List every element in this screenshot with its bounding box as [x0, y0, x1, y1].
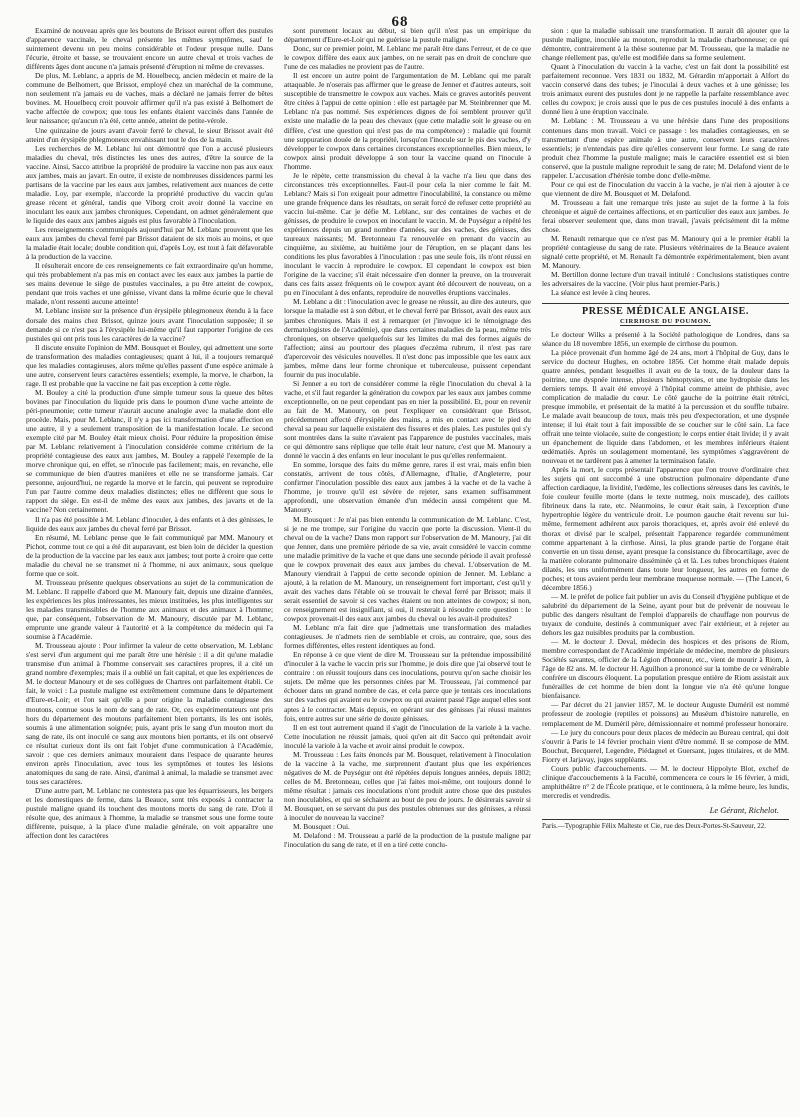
paragraph: Je le répète, cette transmission du cheval à la vache n'a lieu que dans des circonstances très exceptionnelles. Faut-il pour cela la nier comme le fait M. Leblanc? Mais si l'on exigeait pour admettre l'inoculabilité, la constance ou même une grande fréquence dans les résultats, on serait forcé de refuser cette propriété au vaccin lui-même. Car je défie M. Leblanc, sur des centaines de vaches et de génisses, de produire le cowpox en inoculant le vaccin. M. de Puységur a répété les expériences depuis un grand nombre d'années, sur des vaches, des génisses, des taureaux naissants; M. Bretonneau l'a renouvelée en prenant du vaccin au cinquième, au sixième, au huitième jour de l'éruption, en se plaçant dans les conditions les plus favorables à l'inoculation : pas une seule fois, ils n'ont réussi en inoculant le vaccin à reproduire le cowpox. El cependant le cowpox est bien l'origine de la vaccine; s'il était nécessaire d'en donner la preuve, on la trouverait dans ces faits assez fréquents où le cowpox ayant été découvert de nouveau, on a pu en l'inoculant à des enfants, reproduire de nouvelles éruptions vaccinales.	[284, 170, 531, 298]
paragraph: M. Trousseau ajoute : Pour infirmer la valeur de cette observation, M. Leblanc s'est servi d'un argument qui me paraît être une hérésie : il a dit qu'une maladie transmise d'un animal à l'homme conservait ses caractères propres, il a cité un grand nombre d'exemples; mais il a oublié un fait capital, et que les expériences de M. le docteur Manoury et de ses collègues de Chartres ont parfaitement établi. Ce fait, le voici : La pustule maligne est extrêmement commune dans le département d'Eure-et-Loir; et l'on sait qu'elle a pour origine la maladie contagieuse des moutons, connue sous le nom de sang de rate. Or, ces expérimentateurs ont pris hors du département des moutons parfaitement bien portants, ils les ont isolés, soumis à une alimentation soignée; puis, ayant pris le sang d'un mouton mort du sang de rate, ils ont inoculé ce sang aux moutons bien portants, et ils ont observé ce résultat curieux dont ils ont fait l'objet d'une communication à l'Académie, savoir : que ces derniers animaux mouraient dans l'espace de quarante heures environ après l'inoculation, avec tous les symptômes et toutes les lésions anatomiques du sang de rate. Ainsi, d'animal à animal, la maladie se transmet avec tous ses caractères.	[26, 641, 273, 786]
paragraph: M. Bousquet : Oui.	[293, 822, 350, 832]
paragraph: sont purement locaux au début, si bien qu'il n'est pas un empirique du département d'Eure-et-Loir qui ne guérisse la pustule maligne.	[284, 26, 531, 45]
column-right	[542, 26, 789, 1096]
paragraph: M. Trousseau présente quelques observations au sujet de la communication de M. Leblanc. Il rappelle d'abord que M. Manoury fait, depuis une dizaine d'années, les expériences les plus intéressantes, les mieux instituées, les plus intelligentes sur les maladies transmissibles de l'homme aux animaux et des animaux à l'homme; que, par conséquent, l'observation de M. Manoury, discutée par M. Leblanc, emprunte une grande valeur à l'autorité et à la compétence du médecin qui l'a soumise à l'Académie.	[26, 577, 273, 642]
paragraph: Si Jenner a eu tort de considérer comme la règle l'inoculation du cheval à la vache, et s'il faut regarder la génération du cowpox par les eaux aux jambes comme exceptionnelle, on ne peut cependant pas en nier la possibilité. Et, pour en revenir au fait de M. Manoury, on peut l'expliquer en considérant que Brissot, précédemment affecté d'érysipèle des mains, a mis en contact avec le pied du cheval sa peau sur laquelle existaient des fissures et des plaies. Les pustules qui s'y sont montrées dans la suite n'avaient pas l'apparence de pustules vaccinales, mais ce qui démontre sans réplique que telle était leur nature, c'est que M. Manoury a donné le vaccin à des enfants en leur inoculant le pus qu'elles renfermaient.	[284, 378, 531, 461]
paragraph: sion : que la maladie subissait une transformation. Il aurait dû ajouter que la pustule maligne, inoculée au mouton, reproduit la maladie charbonneuse; ce qui démontre, contrairement à la thèse soutenue par M. Trousseau, que la maladie ne change réellement pas, qu'elle est modifiée dans sa forme seulement.	[542, 26, 789, 63]
paragraph: De plus, M. Leblanc, a appris de M. Houelbecq, ancien médecin et maire de la commune de Belhomert, que Brissot, employé chez un maréchal de la commune, non seulement n'a jamais eu de vaches, mais a déclaré ne jamais ferrer de bêtes bovines. M. Houelbecq croit pouvoir affirmer qu'il n'a pas existé à Belhomert de vache affectée de cowpox; que tous les enfants étaient vaccinés dans l'année de leur naissance; qu'aucun n'a été, cette année, atteint de petite-vérole.	[26, 71, 273, 126]
paragraph: M. Trousseau : Les faits énoncés par M. Bousquet, relativement à l'inoculation de la vaccine à la vache, me surprennent d'autant plus que les expériences négatives de M. de Puységur ont été répétées depuis longues années, depuis 1802; celles de M. Bretonneau, celles que j'ai faites moi-même, ont toujours donné le même résultat : jamais ces inoculations n'ont produit autre chose que des pustules non inoculables, et qui se séchaient au bout de peu de jours. Je désirerais savoir si M. Bousquet, en se servant du pus des pustules obtenues sur des génisses, a réussi à inoculer de nouveau la vaccine?	[284, 749, 531, 823]
paragraph: Il discute ensuite l'opinion de MM. Bousquet et Bouley, qui admettent une sorte de transformation des maladies contagieuses; quant à lui, il a toujours remarqué que les maladies contagieuses, alors même qu'elles passent d'une espèce animale à une autre, conservent leurs caractères essentiels; exemple, la morve, le charbon, la rage. Il est probable que la vaccine ne fait pas exception à cette règle.	[26, 342, 273, 388]
paragraph: M. Trousseau a fait une remarque très juste au sujet de la forme à la fois chronique et aiguë de certaines affections, et en particulier des eaux aux jambes. Je ferai observer seulement que, dans mon travail, j'avais précisément dit la même chose.	[542, 197, 789, 235]
paragraph: M. Leblanc : M. Trousseau a vu une hérésie dans l'une des propositions contenues dans mon travail. Voici ce passage : les maladies contagieuses, en se transmettant d'une espèce animale à une autre, conservent leurs caractères essentiels; je n'entendais pas dire qu'elles conservent leur forme. Le sang de rate produit chez l'homme la pustule maligne; mais le caractère essentiel est si bien conservé, que la pustule maligne reproduit le sang de rate; M. Delafond vient de le rappeler. L'accusation d'hérésie tombe donc d'elle-même.	[542, 116, 789, 180]
paragraph: Il en est tout autrement quand il s'agit de l'inoculation de la variole à la vache. Cette inoculation ne réussit jamais, quoi qu'en ait dit Sacco qui prétendait avoir inoculé la variole à la vache et avoir ainsi produit le cowpox.	[284, 722, 531, 750]
columns-container	[26, 26, 789, 1096]
paragraph: M. Delafond : M. Trousseau a parlé de la production de la pustule maligne par l'inoculation du sang de rate, et il en a tiré cette conclu-	[284, 831, 531, 850]
paragraph: Pour ce qui est de l'inoculation du vaccin à la vache, je n'ai rien à ajouter à ce que viennent de dire M. Bousquet et M. Delafond.	[542, 179, 789, 198]
paragraph: Quant à l'inoculation du vaccin à la vache, c'est un fait dont la possibilité est parfaitement reconnue. Vers 1831 ou 1832, M. Gérardin m'apportait à Alfort du vaccin conservé dans des tubes; je l'inoculai à deux vaches et à une génisse; les trois animaux eurent des pustules dont je ne rappelle la parfaite ressemblance avec celles du cowpox; je crois aussi que le pus de ces pustules inoculé à des enfants a donné lieu à une éruption vaccinale.	[542, 62, 789, 117]
paragraph: Le docteur Wilks a présenté à la Société pathologique de Londres, dans sa séance du 18 novembre 1856, un exemple de cirrhose du poumon.	[542, 329, 789, 348]
paragraph: Les recherches de M. Leblanc lui ont démontré que l'on a accusé plusieurs maladies du cheval, très distinctes les unes des autres, d'être la source de la vaccine. Ainsi, Sacco attribue la propriété de produire la vaccine non pas aux eaux aux jambes, mais au javart. En outre, il existe de nombreuses dissidences parmi les partisans de la vaccine par les eaux aux jambes, relativement aux nuances de cette maladie. Loy, par exemple, n'accorde la propriété productive du vaccin qu'au grease récent et général, tandis que Viborg croit avoir donné la vaccine en inoculant les eaux aux jambes chroniques. Cependant, on admet généralement que le liquide des eaux aux jambes aigués est plus favorable à l'inoculation.	[26, 143, 273, 225]
paragraph: D'une autre part, M. Leblanc ne contestera pas que les équarrisseurs, les bergers et les domestiques de ferme, dans la Beauce, sont très exposés à contracter la pustule maligne quand ils touchent des moutons morts du sang de rate. D'où il résulte que, des animaux à l'homme, la maladie se transmet sous une forme toute différente, puisque, à la place d'une maladie générale, on voit apparaître une affection dont les caractères	[26, 785, 273, 841]
paragraph: En résumé, M. Leblanc pense que le fait communiqué par MM. Manoury et Pichot, comme tout ce qui a été dit auparavant, est bien loin de décider la question de la production de la vaccine par les eaux aux jambes; tout porte à croire que cette maladie du cheval ne se transmet ni à l'homme, ni aux animaux, sous quelque forme que ce soit.	[26, 532, 273, 578]
paragraph: Les renseignements communiqués aujourd'hui par M. Leblanc prouvent que les eaux aux jambes du cheval ferré par Brissot dataient de six mois au moins, et que la maladie était locale; double condition qui, d'après Loy, est tout à fait défavorable à la production de la vaccine.	[26, 225, 273, 262]
paragraph: M. Renault remarque que ce n'est pas M. Manoury qui a le premier établi la propriété contagieuse du sang de rate. Plusieurs vétérinaires de la Beauce avaient signalé cette propriété, et M. Renault l'a démontrée expérimentalement, bien avant M. Manoury.	[542, 234, 789, 271]
page-number: 68	[391, 14, 409, 30]
paragraph: Il résulterait encore de ces renseignements ce fait extraordinaire qu'un homme, qui très probablement n'a pas mis en contact avec les eaux aux jambes la partie de ses mains devenue le siège de pustules vaccinales, a pu être atteint de cowpox, pendant que trois vaches et une génisse, vivant dans la même écurie que le cheval malade, n'ont ressenti aucune atteinte!	[26, 261, 273, 307]
paragraph: M. Bouley a cité la production d'une simple tumeur sous la queue des bêtes bovines par l'inoculation du liquide pris dans le poumon d'une vache atteinte de péri-pneumonie; cette tumeur n'aurait aucune analogie avec la maladie dont elle procède. Mais, pour M. Leblanc, il n'y a pas ici transformation d'une affection en une autre, il y a seulement transposition de la manifestation locale. Le second exemple cité par M. Bouley était mieux choisi. Pour réduire la proposition émise par M. Leblanc relativement à l'inoculation considérée comme critérium de la propriété contagieuse des eaux aux jambes, M. Bouley a rappelé l'exemple de la morve chronique qui, en effet, se n'inocule pas facilement; mais, en revanche, elle se communique de bien d'autres manières et elle ne se transforme jamais. Car personne, aujourd'hui, ne regarde la morve et le farcin, qui peuvent se reproduire l'un par l'autre comme deux maladies distinctes; elles ne diffèrent que sous le rapport du siège. En est-il de même des eaux aux jambes, des javarts et de la vaccine? Non certainement.	[26, 387, 273, 515]
section-heading: PRESSE MÉDICALE ANGLAISE.	[542, 303, 789, 316]
paragraph: — Le jury du concours pour deux places de médecin au Bureau central, qui doit s'ouvrir à Paris le 14 février prochain vient d'être nommé. Il se compose de MM. Bouchut, Becquerel, Legendre, Piédagnel et Guersant, juges titulaires, et de MM. Fiorry et Jarjavay, juges suppléants.	[542, 727, 789, 764]
paragraph: La pièce provenait d'un homme âgé de 24 ans, mort à l'hôpital de Guy, dans le service du docteur Hughes, en octobre 1856. Cet homme était malade depuis quatre années, pendant lesquelles il avait eu de la toux, de la douleur dans la poitrine, une dyspnée intense, plusieurs hémoptysies, et une hydropisie dans les derniers temps. Il avait été envoyé à l'hôpital comme atteint de phthisie, avec complication de maladie du cœur. Le côté gauche de la poitrine était rétréci, presque immobile, et présentait de la matité à la percussion et du souffle tubaire. Le malade avait beaucoup de toux, mais très peu d'expectoration, et une dyspnée intense; il lui était tout à fait impossible de se coucher sur le côté sain. La face offrait une teinte violacée, suite de congestion; le corps entier était livide; il y avait un épanchement de liquide dans l'abdomen, et les membres inférieurs étaient œdématiés. Après un soulagement momentané, les symptômes s'aggravèrent de nouveau et ne tardèrent pas à amener la terminaison fatale.	[542, 347, 789, 466]
column-left	[26, 26, 273, 1096]
paragraph: — Par décret du 21 janvier 1857, M. le docteur Auguste Duméril est nommé professeur de zoologie (reptiles et poissons) au Muséum d'histoire naturelle, en remplacement de M. Duméril père, démissionnaire et nommé professeur honoraire.	[542, 700, 789, 728]
paragraph: En somme, lorsque des faits du même genre, rares il est vrai, mais enfin bien constatés, arrivent de tous côtés, d'Allemagne, d'Italie, d'Angleterre, pour confirmer l'inoculation possible des eaux aux jambes à la vache et de la vache à l'homme, je trouve qu'il est sévère de rejeter, sans examen suffisamment approfondi, une observation émanée d'un médecin aussi compétent que M. Manoury.	[284, 460, 531, 515]
paragraph: Il n'a pas été possible à M. Leblanc d'inoculer, à des enfants et à des génisses, le liquide des eaux aux jambes du cheval ferré par Brissot.	[26, 514, 273, 533]
section-subheading	[542, 317, 789, 326]
paragraph: M. Bertillon donne lecture d'un travail intitulé : Conclusions statistiques contre les adversaires de la vaccine. (Voir plus haut premier-Paris.)	[542, 270, 789, 289]
column-middle	[284, 26, 531, 1096]
paragraph: Donc, sur ce premier point, M. Leblanc me paraît être dans l'erreur, et de ce que le cowpox diffère des eaux aux jambes, on ne serait pas en droit de conclure que l'une de ces maladies ne provient pas de l'autre.	[284, 44, 531, 72]
paragraph: M. Leblanc m'a fait dire que j'admettais une transformation des maladies contagieuses. Je n'admets rien de semblable et crois, au contraire, que, sous des formes différentes, elles restent identiques au fond.	[284, 623, 531, 651]
paragraph: — M. le docteur J. Deval, médecin des hospices et des prisons de Riom, membre correspondant de l'Académie impériale de médecine, membre de plusieurs Sociétés savantes, officier de la Légion d'honneur, etc., vient de mourir à Riom, à l'âge de 82 ans. M. le docteur H. Aguilhon a prononcé sur la tombe de ce vénérable confrère un discours éloquent. La population presque entière de Riom assistait aux funérailles de cet homme de bien dont la longue vie n'a été qu'une longue bienfaisance.	[542, 637, 789, 701]
paragraph: Examiné de nouveau après que les boutons de Brissot eurent offert des pustules d'apparence vaccinale, le cheval présente les mêmes symptômes, sauf le suintement devenu un peu moins considérable et l'odeur presque nulle. Dans l'écurie, étroite et basse, se trouvaient encore un autre cheval et trois vaches de différents âges dont aucune n'a jamais présenté d'éruption ni même de crevasses.	[26, 26, 273, 72]
paragraph: En réponse à ce que vient de dire M. Trousseau sur la prétendue impossibilité d'inoculer à la vache le vaccin pris sur l'homme, je dois dire que j'ai observé tout le contraire : on réussit toujours dans ces inoculations, pourvu qu'on sache choisir les sujets. De même que les personnes citées par M. Trousseau, j'ai commencé par échouer dans un grand nombre de cas, et cela parce que je tentais ces inoculations sur des vaches qui avaient eu le cowpox ou qui avaient passé l'âge auquel elles sont aptes à le contracter. Mais depuis, en opérant sur des génisses j'ai réussi maintes fois, entre autres sur une série de douze génisses.	[284, 650, 531, 723]
paragraph: M. Leblanc a dit : l'inoculation avec le grease ne réussit, au dire des auteurs, que lorsque la maladie est à son début, et le cheval ferré par Brissot, avait des eaux aux jambes chroniques. Mais il est à remarquer (et j'invoque ici le témoignage des dermatologistes de l'Académie), que dans certaines maladies de la peau, même très chroniques, on observe quelquefois sur les limites du mal des formes aiguës de l'affection; ainsi au pourtour des plaques d'eczéma rubrum, il n'est pas rare d'apercevoir des vésicules nouvelles. Il n'est donc pas impossible que les eaux aux jambes, même dans leur forme chronique et tuberculeuse, puissent cependant fournir du pus inoculable.	[284, 297, 531, 379]
paragraph: Après la mort, le corps présentait l'apparence que l'on trouve d'ordinaire chez les sujets qui ont succombé à une obstruction pulmonaire dépendante d'une affection cardiaque, la lividité, l'œdème, les collections séreuses dans les cavités, le foie couleur feuille morte (dans le texte nutmeg, noix muscade), des caillots fibrineux dans la rate, etc. Néanmoins, le cœur était sain, à l'exception d'une hypertrophie légère du ventricule droit. Le poumon gauche était revenu sur lui-même, fermement adhérent aux parois thoraciques, et, après avoir été enlevé du thorax et divisé par le scalpel, présentait l'apparence regardée communément comme appartenant à la cirrhose. Ainsi, la plus grande partie de l'organe était convertie en un tissu dense, ayant presque la consistance du fibrocartilage, avec de la matière colorante pulmonaire disséminée çà et là. Les tubes bronchiques étaient dilatés, les uns uniformément dans toute leur longueur, les autres en forme de poches; et tous avaient perdu leur membrane muqueuse normale. — (The Lancet, 6 décembre 1856.)	[542, 465, 789, 592]
paragraph: Cours public d'accouchements. — M. le docteur Hippolyte Blot, exchef de clinique d'accouchements à la Faculté, commencera ce cours le 16 février, à midi, amphithéâtre n° 2 de l'École pratique, et le continuera, à la même heure, les lundis, mercredis et vendredis.	[542, 763, 789, 800]
paragraph: M. Leblanc insiste sur la présence d'un érysipèle phlegmoneux étendu à la face dorsale des mains chez Brissot, quinze jours avant l'inoculation supposée; il se demande si ce n'est pas à l'érysipèle lui-même qu'il faut rapporter l'origine de ces pustules qui ont pris tous les caractères de la vaccine?	[26, 306, 273, 343]
paragraph: Il est encore un autre point de l'argumentation de M. Leblanc qui me paraît attaquable. Je n'oserais pas affirmer que le grease de Jenner et d'autres auteurs, soit susceptible de transmettre le cowpox aux vaches. Mais ce graves autorités peuvent être citées à l'appui de cette opinion : elle est partagée par M. Steinbrenner que M. Leblanc n'a pas nommé. Ses expériences dignes de foi semblent prouver qu'il existe une maladie de la peau des chevaux (que cette maladie soit le grease ou en diffère, c'est une question qui n'est pas de ma compétence) : maladie qui fournit une suppuration douée de la propriété, lorsqu'on l'inocule sur le pis des vaches, d'y développer le cowpox dans certaines circonstances exceptionnelles. Bien mieux, le cowpox ainsi produit développe à son tour la vaccine quand on l'inocule à l'homme.	[284, 71, 531, 171]
paragraph: La séance est levée à cinq heures.	[551, 288, 651, 298]
section-subheading-text: CIRRHOSE DU POUMON.	[619, 318, 712, 326]
paragraph: — M. le préfet de police fait publier un avis du Conseil d'hygiène publique et de salubrité du département de la Seine, ayant pour but de prévenir de nouveau le public des dangers résultant de l'emploi d'appareils de chauffage non pourvus de tuyaux de conduite, destinés à communiquer avec l'air extérieur, et à rejeter au dehors les gaz nuisibles produits par la combustion.	[542, 591, 789, 638]
manager-signature: Le Gérant, Richelot.	[709, 804, 779, 815]
paragraph: Une quinzaine de jours avant d'avoir ferré le cheval, le sieur Brissot avait été atteint d'un érysipèle phlegmoneux envahissant tout le dos de la main.	[26, 125, 273, 144]
paragraph: M. Bousquet : Je n'ai pas bien entendu la communication de M. Leblanc. C'est, si je ne me trompe, sur l'origine du vaccin que porte la discussion. Vient-il du cheval ou de la vache? Dans mon rapport sur l'observation de M. Manoury, j'ai dit que Jenner, dans une première période de sa vie, avait considéré le vaccin comme une maladie primitive de la vache et que dans une seconde période il avait professé que le cowpox provenait des eaux aux jambes du cheval. L'observation de M. Manoury viendrait à l'appui de cette seconde opinion de Jenner. M. Leblanc a ajouté, à la relation de M. Manoury, un renseignement fort important, c'est qu'il y avait des vaches dans l'étable où se trouvait le cheval ferré par Brissot; mais il serait essentiel de savoir si ces vaches étaient ou non atteintes de cowpox; si non, ce renseignement est insignifiant, si oui, il resterait à résoudre cette question : le cowpox provenait-il des eaux aux jambes du cheval ou les avait-il produites?	[284, 514, 531, 624]
printer-imprint: Paris.—Typographie Félix Malteste et Cie, rue des Deux-Portes-St-Sauveur, 22.	[542, 819, 789, 831]
